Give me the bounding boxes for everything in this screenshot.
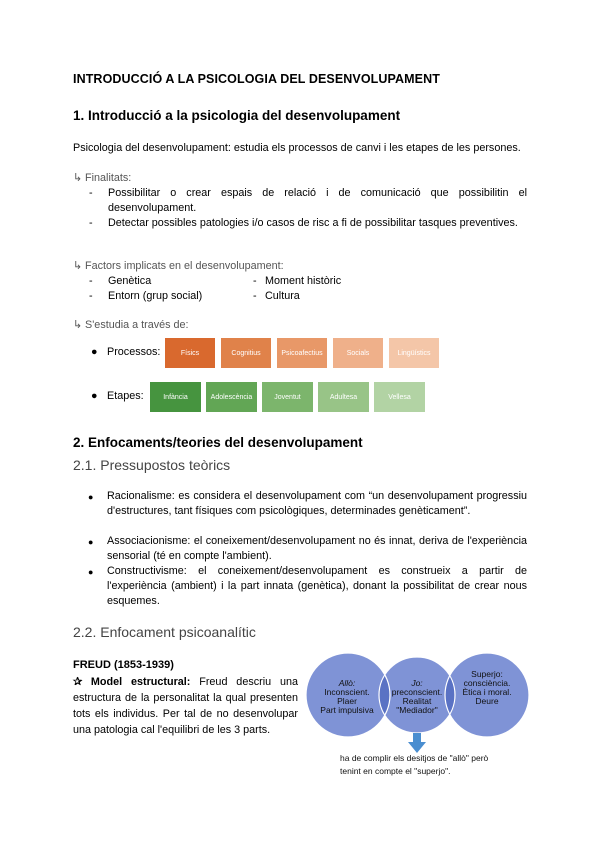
factor-text-2: Moment històric	[265, 275, 342, 287]
superjo-line-3: Deure	[475, 696, 499, 706]
estudia-label: ↳ S'estudia a través de:	[73, 319, 189, 331]
superjo-line-1: consciència.	[463, 678, 511, 688]
allo-title: Allò:	[338, 678, 356, 688]
etapa-box-1: Infància	[150, 382, 201, 412]
processos-bullet: ●	[91, 346, 98, 358]
bullet-racionalisme-text: Racionalisme: es considera el desenvolupament com “un desenvolupament progressiu d'estructures, tant físiques com psicològiques, determinades genèticament”.	[107, 490, 527, 517]
allo-line-2: Plaer	[337, 696, 357, 706]
proceso-box-2: Cognitius	[221, 338, 271, 368]
finalitat-text-1: Possibilitar o crear espais de relació i de comunicació que possibilitin el desenvolupament.	[108, 187, 527, 214]
diagram-note-line-2: tenint en compte el "superjo".	[340, 766, 451, 776]
superjo-title: Superjo:	[471, 669, 503, 679]
freud-structure-diagram	[300, 645, 530, 780]
freud-heading: FREUD (1853-1939)	[73, 659, 174, 671]
bullet-racionalisme: ● Racionalisme: es considera el desenvolupament com “un desenvolupament progressiu d'estructures, tant físiques com psicològiques, determinades genèticament”.	[88, 490, 527, 517]
processos-label: Processos:	[107, 346, 161, 358]
finalitat-text-2: Detectar possibles patologies i/o casos de risc a fi de possibilitar tasques preventives.	[108, 217, 518, 229]
allo-line-3: Part impulsiva	[320, 705, 374, 715]
bullet-associacionisme: ● Associacionisme: el coneixement/desenvolupament no és innat, deriva de l'experiència sensorial (té en compte l'ambient).	[88, 535, 527, 562]
factor-text-3: Entorn (grup social)	[108, 290, 203, 302]
etapes-bullet: ●	[91, 390, 98, 402]
bullet-constructivisme-text: Constructivisme: el coneixement/desenvolupament es construeix a partir de l'experiència (ambient) i la part innata (genètica), donant la possibilitat de crear nous esquemes.	[107, 565, 527, 607]
factor-item-4: - Cultura	[253, 290, 300, 302]
diagram-note-line-1: ha de complir els desitjos de "allò" però	[340, 753, 489, 763]
proceso-box-4: Socials	[333, 338, 383, 368]
etapa-box-4: Adultesa	[318, 382, 369, 412]
etapa-box-2: Adolescència	[206, 382, 257, 412]
jo-line-2: Realitat	[402, 696, 432, 706]
subsection-2-2-heading: 2.2. Enfocament psicoanalític	[73, 624, 256, 640]
factors-label: ↳ Factors implicats en el desenvolupament:	[73, 260, 284, 272]
section1-heading: 1. Introducció a la psicologia del desenvolupament	[73, 108, 401, 123]
definition-paragraph: Psicologia del desenvolupament: estudia els processos de canvi i les etapes de les persones.	[73, 142, 521, 154]
proceso-box-5: Lingüístics	[389, 338, 439, 368]
etapa-box-5: Vellesa	[374, 382, 425, 412]
model-estructural-paragraph	[73, 674, 298, 738]
document-title: INTRODUCCIÓ A LA PSICOLOGIA DEL DESENVOLUPAMENT	[73, 72, 440, 86]
down-arrow-head	[408, 742, 426, 753]
proceso-box-3: Psicoafectius	[277, 338, 327, 368]
factor-item-1: - Genètica	[89, 275, 152, 287]
factor-item-2: - Moment històric	[253, 275, 342, 287]
bullet-associacionisme-text: Associacionisme: el coneixement/desenvolupament no és innat, deriva de l'experiència sensorial (té en compte l'ambient).	[107, 535, 527, 562]
allo-line-1: Inconscient.	[324, 687, 370, 697]
section2-heading: 2. Enfocaments/teories del desenvolupament	[73, 435, 363, 450]
down-arrow-shaft	[413, 733, 421, 743]
superjo-line-2: Ètica i moral.	[462, 687, 512, 697]
subsection-2-1-heading: 2.1. Pressupostos teòrics	[73, 457, 231, 473]
finalitat-item-2: - Detectar possibles patologies i/o casos de risc a fi de possibilitar tasques preventives.	[89, 216, 527, 231]
proceso-box-1: Físics	[165, 338, 215, 368]
factor-text-1: Genètica	[108, 275, 152, 287]
model-estructural-text: Freud descriu una estructura de la personalitat la qual presenten tots els individus. Per tal de no desenvolupar una patologia cal l'equilibri de les 3 parts.	[73, 676, 298, 736]
factor-item-3: - Entorn (grup social)	[89, 290, 203, 302]
factor-text-4: Cultura	[265, 290, 300, 302]
bullet-constructivisme: ● Constructivisme: el coneixement/desenvolupament es construeix a partir de l'experiència (ambient) i la part innata (genètica), donant la possibilitat de crear nous esquemes.	[88, 565, 527, 607]
etapa-box-3: Joventut	[262, 382, 313, 412]
model-estructural-label: ✰ Model estructural:	[73, 676, 191, 688]
jo-line-1: preconscient.	[391, 687, 443, 697]
jo-line-3: "Mediador"	[396, 705, 438, 715]
finalitats-label: ↳ Finalitats:	[73, 172, 132, 184]
jo-title: Jo:	[411, 678, 423, 688]
etapes-label: Etapes:	[107, 390, 144, 402]
finalitat-item-1: - Possibilitar o crear espais de relació i de comunicació que possibilitin el desenvolupament.	[89, 187, 527, 214]
